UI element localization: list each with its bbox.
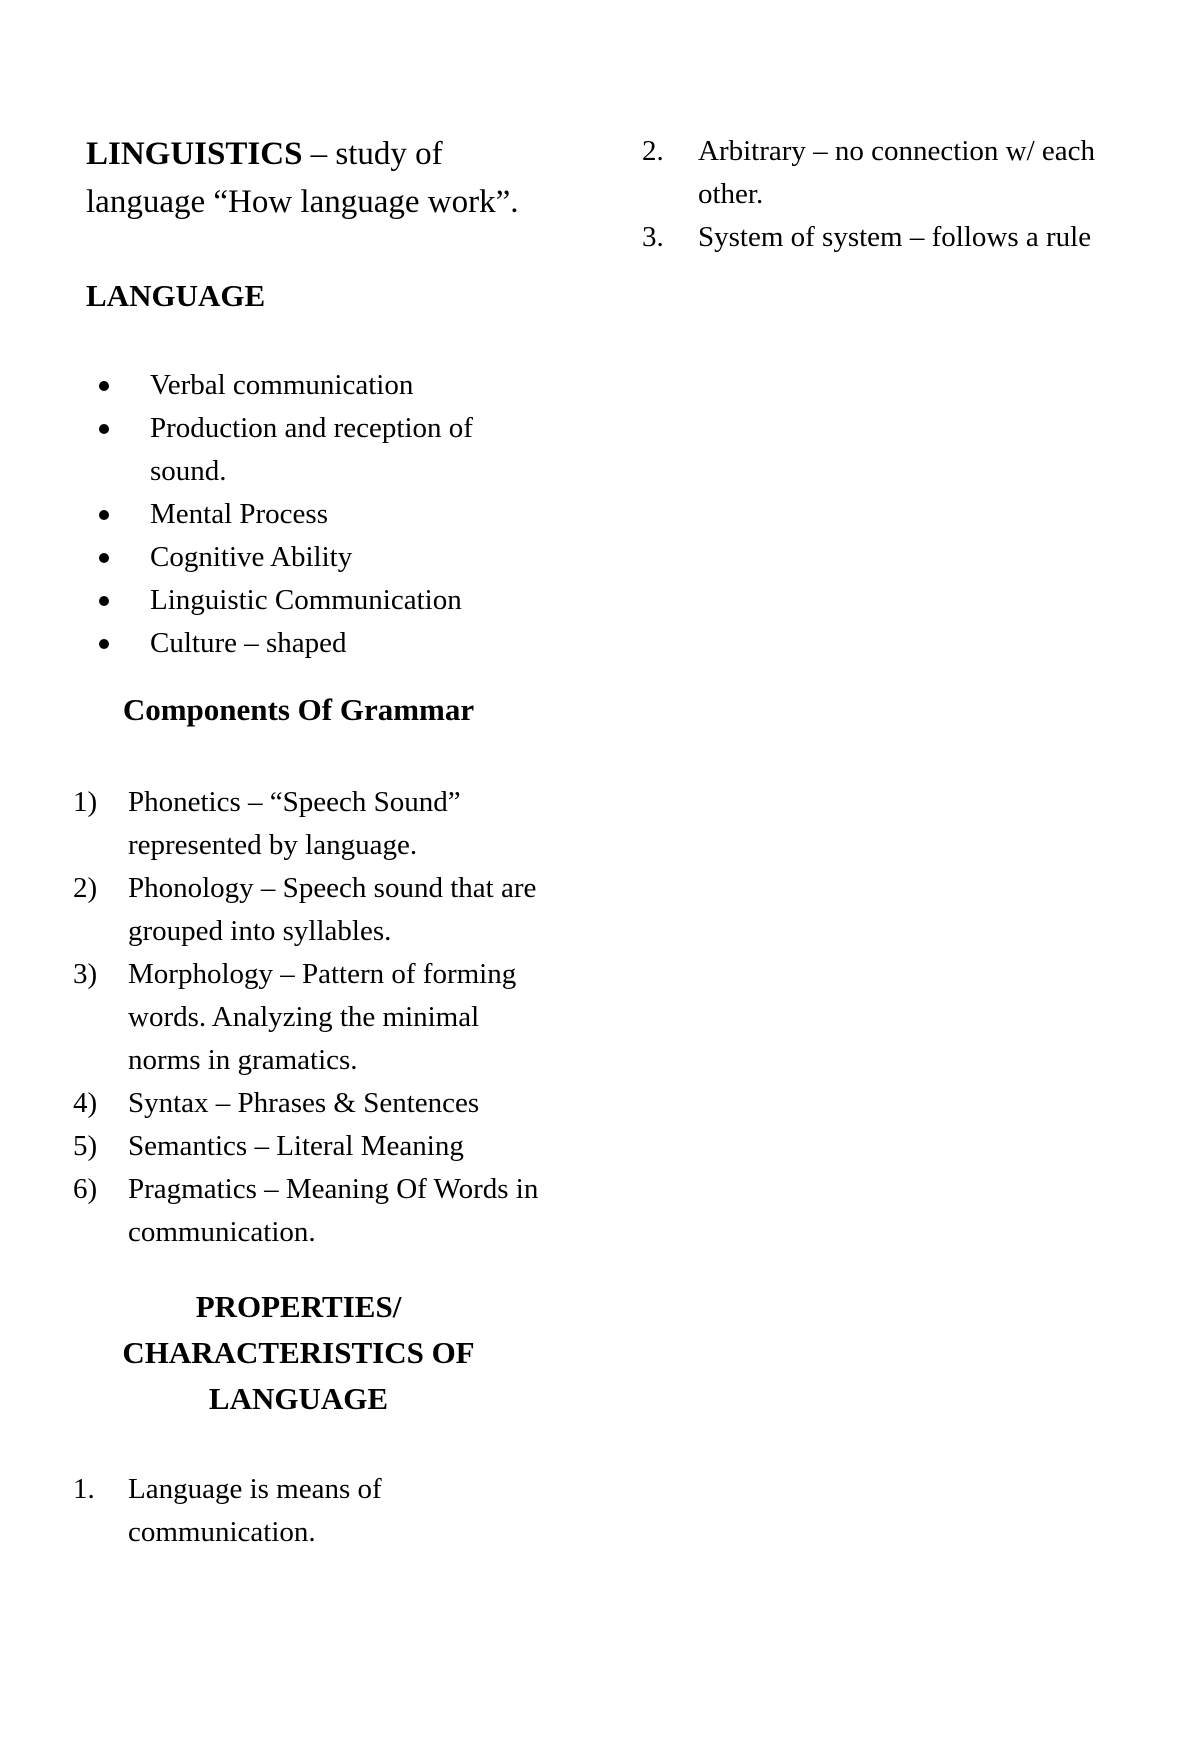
list-item xyxy=(73,1168,556,1254)
bullet-icon xyxy=(99,553,109,563)
language-heading: LANGUAGE xyxy=(86,278,266,313)
linguistics-definition xyxy=(86,130,556,226)
linguistics-definition-text: – study of language “How language work”. xyxy=(86,136,519,220)
list-item-text: Mental Process xyxy=(150,498,328,530)
list-item xyxy=(73,953,556,1082)
list-item-text: Pragmatics – Meaning Of Words in communication. xyxy=(128,1173,539,1248)
list-item-text: Morphology – Pattern of forming words. Analyzing the minimal norms in gramatics. xyxy=(128,958,517,1076)
list-item xyxy=(86,622,556,665)
bullet-icon xyxy=(99,381,109,391)
components-list xyxy=(73,781,556,1254)
list-item-text: Production and reception of sound. xyxy=(150,412,473,487)
properties-heading: PROPERTIES/ CHARACTERISTICS OF LANGUAGE xyxy=(122,1289,475,1416)
list-item xyxy=(86,493,556,536)
list-item-text: System of system – follows a rule xyxy=(698,221,1092,253)
bullet-icon xyxy=(99,639,109,649)
list-item-number: 2) xyxy=(73,872,98,904)
bullet-icon xyxy=(99,510,109,520)
language-bullet-list xyxy=(86,364,556,665)
properties-list xyxy=(73,1468,556,1554)
list-item-text: Semantics – Literal Meaning xyxy=(128,1130,464,1162)
list-item-text: Phonology – Speech sound that are grouped into syllables. xyxy=(128,872,537,947)
list-item-text: Verbal communication xyxy=(150,369,414,401)
list-item-text: Arbitrary – no connection w/ each other. xyxy=(698,135,1095,210)
list-item-text: Cognitive Ability xyxy=(150,541,353,573)
list-item-number: 1. xyxy=(73,1473,95,1505)
list-item xyxy=(642,130,1122,216)
list-item xyxy=(86,579,556,622)
bullet-icon xyxy=(99,596,109,606)
linguistics-term: LINGUISTICS xyxy=(86,136,303,172)
list-item xyxy=(73,867,556,953)
components-heading: Components Of Grammar xyxy=(122,692,475,727)
left-column xyxy=(73,130,556,1554)
bullet-icon xyxy=(99,424,109,434)
list-item-number: 1) xyxy=(73,786,98,818)
list-item xyxy=(86,536,556,579)
list-item-text: Syntax – Phrases & Sentences xyxy=(128,1087,480,1119)
list-item xyxy=(73,1468,556,1554)
list-item-text: Linguistic Communication xyxy=(150,584,462,616)
list-item-text: Culture – shaped xyxy=(150,627,347,659)
list-item xyxy=(642,216,1122,259)
list-item-number: 2. xyxy=(642,135,664,167)
list-item-text: Language is means of communication. xyxy=(128,1473,382,1548)
list-item-number: 5) xyxy=(73,1130,98,1162)
list-item xyxy=(86,407,556,493)
list-item-number: 3) xyxy=(73,958,98,990)
list-item-text: Phonetics – “Speech Sound” represented by language. xyxy=(128,786,461,861)
list-item xyxy=(73,1125,556,1168)
list-item xyxy=(73,781,556,867)
list-item-number: 3. xyxy=(642,221,664,253)
list-item xyxy=(73,1082,556,1125)
list-item-number: 6) xyxy=(73,1173,98,1205)
list-item xyxy=(86,364,556,407)
properties-list-continued xyxy=(642,130,1122,259)
right-column xyxy=(642,130,1122,259)
list-item-number: 4) xyxy=(73,1087,98,1119)
